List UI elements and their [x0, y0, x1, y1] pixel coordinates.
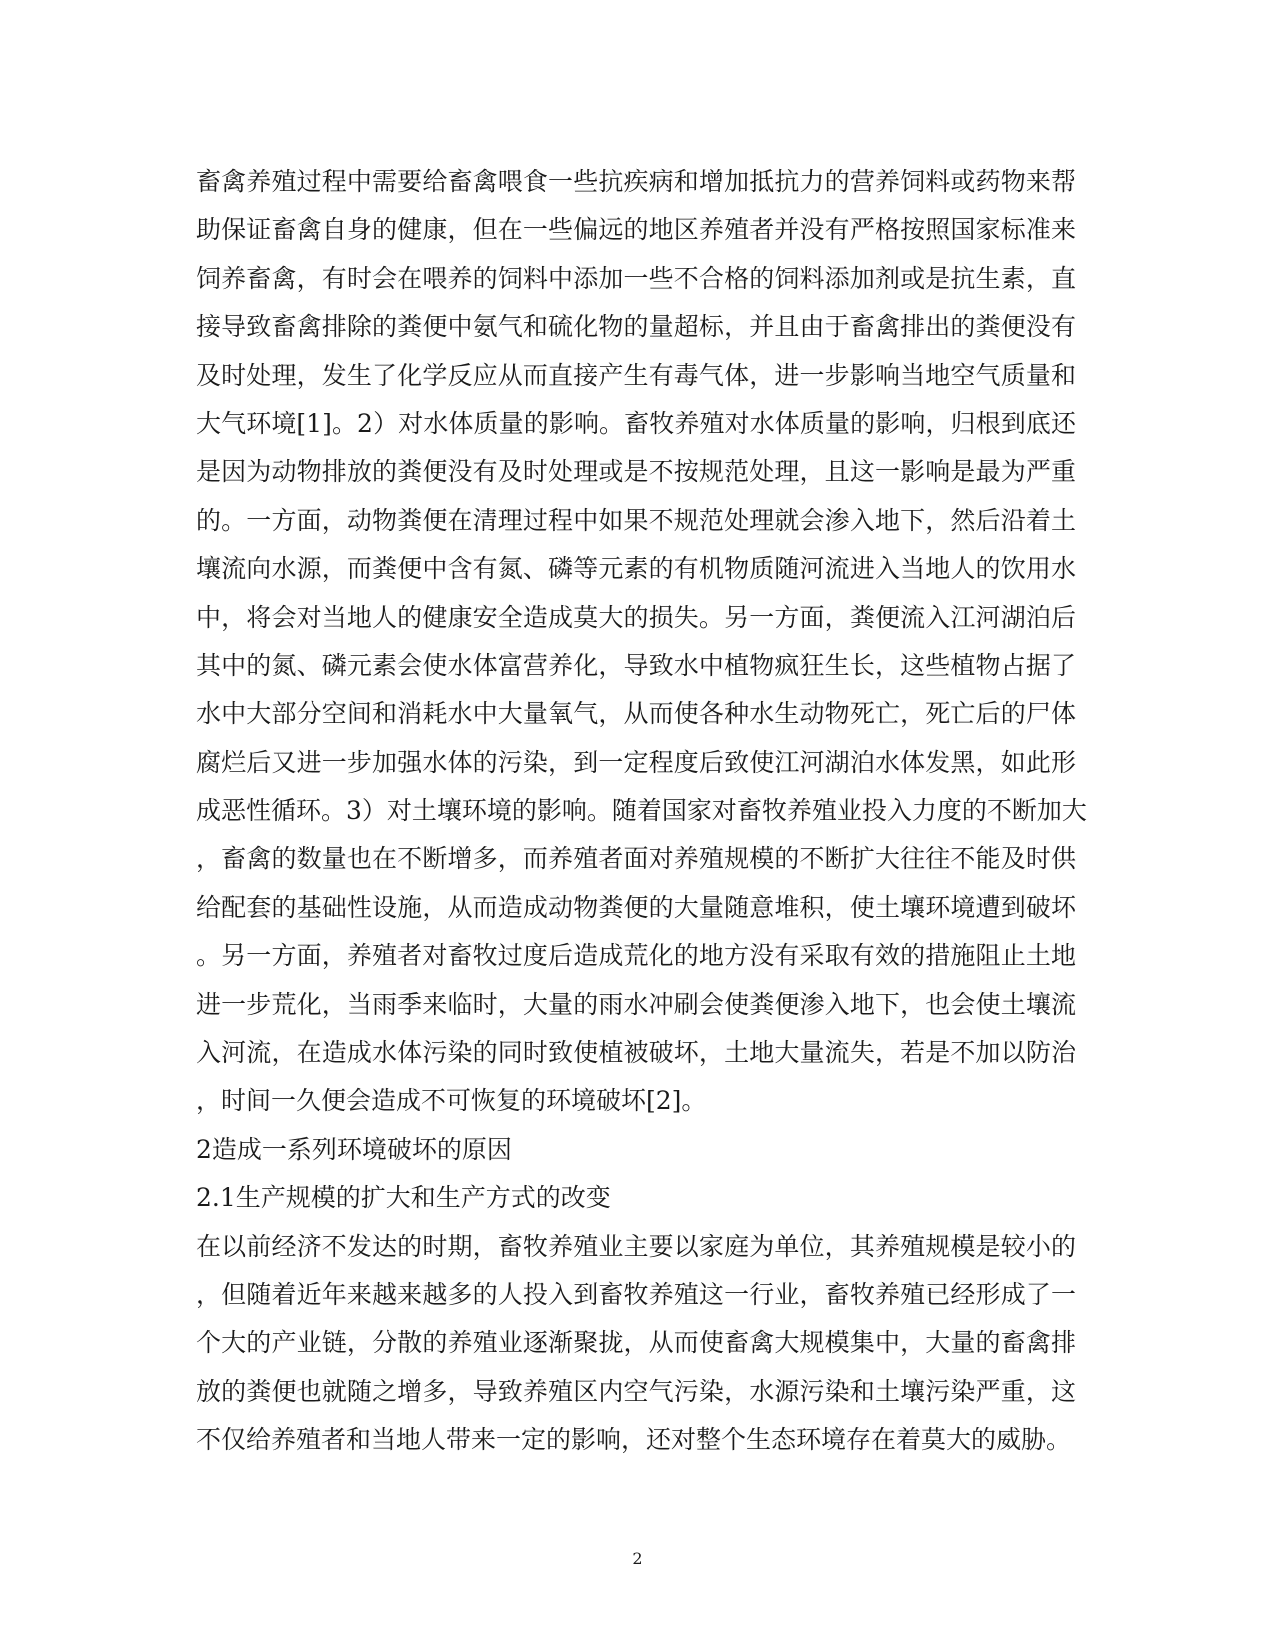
text-line: 大气环境[1]。2）对水体质量的影响。畜牧养殖对水体质量的影响，归根到底还 — [196, 408, 1076, 438]
text-line: ，但随着近年来越来越多的人投入到畜牧养殖这一行业，畜牧养殖已经形成了一 — [196, 1279, 1076, 1309]
text-line: 接导致畜禽排除的粪便中氨气和硫化物的量超标，并且由于畜禽排出的粪便没有 — [196, 312, 1076, 342]
text-line: ，畜禽的数量也在不断增多，而养殖者面对养殖规模的不断扩大往往不能及时供 — [196, 844, 1076, 874]
text-line: 的。一方面，动物粪便在清理过程中如果不规范处理就会渗入地下，然后沿着土 — [196, 505, 1076, 535]
text-line: ，时间一久便会造成不可恢复的环境破坏[2]。 — [196, 1086, 707, 1116]
text-line: 腐烂后又进一步加强水体的污染，到一定程度后致使江河湖泊水体发黑，如此形 — [196, 747, 1076, 777]
text-line: 成恶性循环。3）对土壤环境的影响。随着国家对畜牧养殖业投入力度的不断加大 — [196, 796, 1087, 826]
text-line: 。另一方面，养殖者对畜牧过度后造成荒化的地方没有采取有效的措施阻止土地 — [196, 941, 1076, 971]
section-heading: 2造成一系列环境破坏的原因 — [196, 1134, 512, 1164]
text-line: 饲养畜禽，有时会在喂养的饲料中添加一些不合格的饲料添加剂或是抗生素，直 — [196, 263, 1076, 293]
text-line: 不仅给养殖者和当地人带来一定的影响，还对整个生态环境存在着莫大的威胁。 — [196, 1425, 1072, 1455]
text-line: 及时处理，发生了化学反应从而直接产生有毒气体，进一步影响当地空气质量和 — [196, 360, 1076, 390]
subsection-heading: 2.1生产规模的扩大和生产方式的改变 — [196, 1183, 611, 1213]
text-line: 壤流向水源，而粪便中含有氮、磷等元素的有机物质随河流进入当地人的饮用水 — [196, 554, 1076, 584]
text-line: 畜禽养殖过程中需要给畜禽喂食一些抗疾病和增加抵抗力的营养饲料或药物来帮 — [196, 167, 1076, 196]
text-line: 入河流，在造成水体污染的同时致使植被破坏，土地大量流失，若是不加以防治 — [196, 1038, 1076, 1068]
text-line: 放的粪便也就随之增多，导致养殖区内空气污染，水源污染和土壤污染严重，这 — [196, 1376, 1076, 1406]
text-line: 其中的氮、磷元素会使水体富营养化，导致水中植物疯狂生长，这些植物占据了 — [196, 650, 1076, 680]
text-line: 水中大部分空间和消耗水中大量氧气，从而使各种水生动物死亡，死亡后的尸体 — [196, 699, 1076, 729]
text-line: 给配套的基础性设施，从而造成动物粪便的大量随意堆积，使土壤环境遭到破坏 — [196, 892, 1076, 922]
text-line: 进一步荒化，当雨季来临时，大量的雨水冲刷会使粪便渗入地下，也会使土壤流 — [196, 989, 1076, 1019]
text-line: 中，将会对当地人的健康安全造成莫大的损失。另一方面，粪便流入江河湖泊后 — [196, 602, 1076, 632]
text-line: 在以前经济不发达的时期，畜牧养殖业主要以家庭为单位，其养殖规模是较小的 — [196, 1231, 1076, 1261]
page-number: 2 — [632, 1549, 643, 1568]
text-line: 助保证畜禽自身的健康，但在一些偏远的地区养殖者并没有严格按照国家标准来 — [196, 215, 1076, 245]
text-line: 个大的产业链，分散的养殖业逐渐聚拢，从而使畜禽大规模集中，大量的畜禽排 — [196, 1328, 1076, 1358]
text-line: 是因为动物排放的粪便没有及时处理或是不按规范处理，且这一影响是最为严重 — [196, 457, 1076, 487]
body-text — [196, 158, 1087, 1465]
